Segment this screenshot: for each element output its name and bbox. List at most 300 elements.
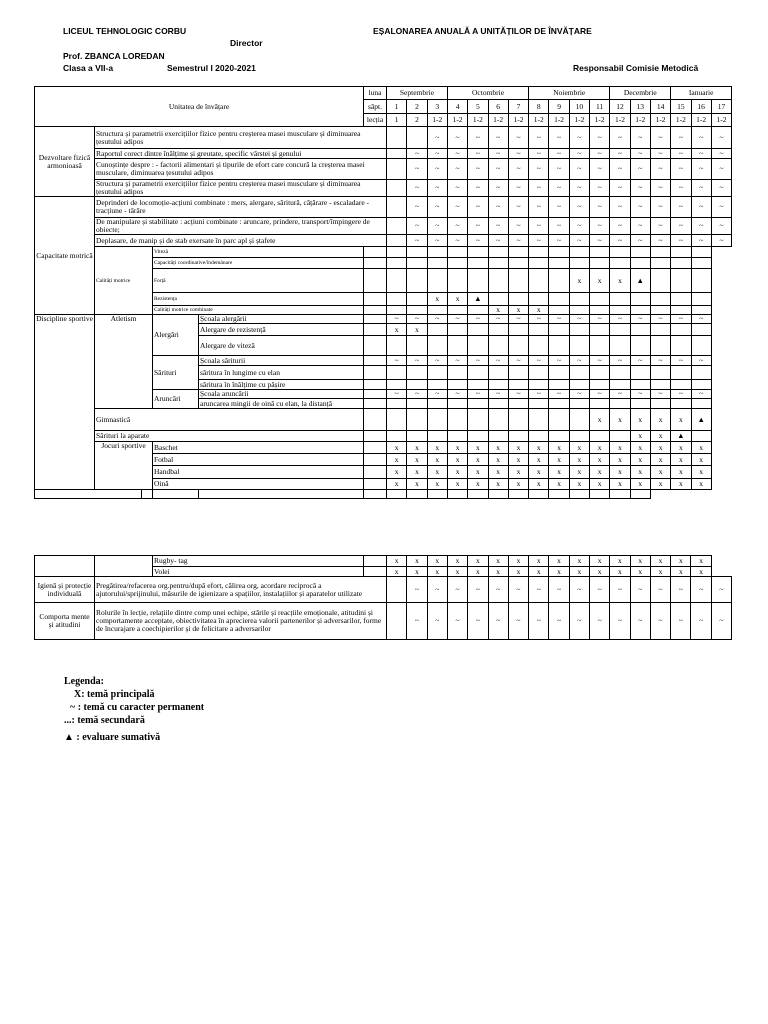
week-number: 14 bbox=[650, 100, 670, 114]
week-cell bbox=[691, 336, 711, 356]
week-cell: ~ bbox=[508, 356, 528, 366]
week-cell: ~ bbox=[671, 149, 691, 159]
month-header: Decembrie bbox=[610, 87, 671, 100]
week-cell: x bbox=[427, 466, 447, 479]
week-cell: x bbox=[407, 556, 427, 567]
week-cell bbox=[508, 380, 528, 390]
week-cell: x bbox=[407, 479, 427, 490]
table-row bbox=[35, 218, 732, 235]
week-cell: ~ bbox=[447, 180, 467, 197]
week-cell: ~ bbox=[610, 356, 630, 366]
week-number: 5 bbox=[468, 100, 488, 114]
unit-label: Școala aruncării bbox=[199, 390, 364, 399]
week-cell bbox=[691, 380, 711, 390]
week-cell bbox=[508, 336, 528, 356]
week-label: săpt. bbox=[364, 100, 387, 114]
month-header: Septembrie bbox=[387, 87, 448, 100]
week-cell bbox=[508, 490, 528, 499]
week-cell: ~ bbox=[671, 315, 691, 324]
week-number: 16 bbox=[691, 100, 711, 114]
week-cell: ~ bbox=[610, 390, 630, 399]
week-cell: x bbox=[590, 479, 610, 490]
week-cell: ~ bbox=[650, 356, 670, 366]
week-cell bbox=[569, 431, 589, 442]
week-cell bbox=[590, 380, 610, 390]
week-cell: ~ bbox=[711, 127, 731, 149]
week-cell: x bbox=[650, 556, 670, 567]
week-cell: x bbox=[468, 479, 488, 490]
week-cell bbox=[569, 490, 589, 499]
week-cell bbox=[529, 409, 549, 431]
week-cell: ~ bbox=[447, 218, 467, 235]
week-cell bbox=[630, 336, 650, 356]
table-row bbox=[35, 577, 732, 603]
week-cell bbox=[590, 258, 610, 269]
month-header: Octombrie bbox=[447, 87, 528, 100]
week-cell bbox=[650, 269, 670, 293]
week-cell: ~ bbox=[711, 180, 731, 197]
week-cell: ~ bbox=[549, 197, 569, 218]
week-cell bbox=[364, 567, 387, 577]
week-cell bbox=[691, 269, 711, 293]
week-cell bbox=[407, 306, 427, 315]
week-cell: x bbox=[671, 454, 691, 466]
week-cell bbox=[427, 380, 447, 390]
week-cell: x bbox=[488, 479, 508, 490]
week-cell: x bbox=[590, 409, 610, 431]
week-cell bbox=[488, 336, 508, 356]
week-cell: ~ bbox=[488, 356, 508, 366]
week-cell: x bbox=[610, 556, 630, 567]
week-cell: ~ bbox=[468, 159, 488, 180]
week-cell: x bbox=[549, 454, 569, 466]
table-row bbox=[35, 180, 732, 197]
week-cell bbox=[569, 399, 589, 409]
week-cell bbox=[671, 258, 691, 269]
week-cell: x bbox=[488, 454, 508, 466]
week-cell: x bbox=[590, 442, 610, 454]
week-cell: x bbox=[529, 556, 549, 567]
week-number: 8 bbox=[529, 100, 549, 114]
week-cell bbox=[650, 324, 670, 336]
week-cell: x bbox=[650, 442, 670, 454]
week-cell bbox=[488, 380, 508, 390]
week-cell bbox=[364, 380, 387, 390]
week-cell bbox=[630, 366, 650, 380]
week-cell: ~ bbox=[407, 390, 427, 399]
week-cell: x bbox=[569, 466, 589, 479]
lesson-number: 1-2 bbox=[447, 114, 467, 127]
table-row bbox=[35, 315, 732, 324]
week-cell: ~ bbox=[630, 390, 650, 399]
class-label: Clasa a VII-a bbox=[63, 63, 114, 73]
lesson-number: 1-2 bbox=[529, 114, 549, 127]
week-cell bbox=[508, 324, 528, 336]
week-cell bbox=[488, 258, 508, 269]
week-cell: ~ bbox=[468, 390, 488, 399]
week-cell: ~ bbox=[650, 577, 670, 603]
unit-label: Raportul corect dintre înălțime și greutate, specific vârstei și genului bbox=[95, 149, 387, 159]
unit-label: Handbal bbox=[153, 466, 364, 479]
week-cell bbox=[447, 366, 467, 380]
week-cell bbox=[691, 366, 711, 380]
unit-label: Școala alergării bbox=[199, 315, 364, 324]
week-cell: x bbox=[447, 466, 467, 479]
week-cell bbox=[387, 409, 407, 431]
week-cell: ~ bbox=[590, 197, 610, 218]
week-cell: ~ bbox=[488, 159, 508, 180]
week-cell bbox=[364, 324, 387, 336]
unit-label: Rezistența bbox=[153, 293, 364, 306]
week-cell bbox=[364, 409, 387, 431]
week-cell: ▲ bbox=[691, 409, 711, 431]
week-cell: x bbox=[610, 567, 630, 577]
week-cell: x bbox=[387, 324, 407, 336]
week-cell bbox=[427, 366, 447, 380]
week-cell: ~ bbox=[447, 235, 467, 247]
week-cell bbox=[529, 380, 549, 390]
unit-label: Structura și parametrii exercițiilor fizice pentru creșterea masei musculare și diminuarea țesutului adipos bbox=[95, 180, 387, 197]
week-cell: ~ bbox=[529, 603, 549, 640]
week-cell bbox=[691, 306, 711, 315]
week-cell bbox=[364, 431, 387, 442]
unit-header: Unitatea de învățare bbox=[35, 87, 364, 127]
week-cell: ~ bbox=[691, 356, 711, 366]
week-cell bbox=[569, 293, 589, 306]
week-cell: ~ bbox=[630, 180, 650, 197]
week-cell bbox=[387, 218, 407, 235]
week-cell: x bbox=[630, 466, 650, 479]
week-cell bbox=[364, 336, 387, 356]
week-cell bbox=[447, 380, 467, 390]
week-cell bbox=[447, 324, 467, 336]
week-cell: x bbox=[630, 431, 650, 442]
week-cell bbox=[671, 399, 691, 409]
week-number: 7 bbox=[508, 100, 528, 114]
week-cell: ~ bbox=[488, 197, 508, 218]
week-cell: ~ bbox=[427, 218, 447, 235]
week-cell: ~ bbox=[590, 159, 610, 180]
lesson-number: 1-2 bbox=[711, 114, 731, 127]
week-cell: ~ bbox=[549, 127, 569, 149]
table-row bbox=[35, 149, 732, 159]
week-cell: ~ bbox=[610, 603, 630, 640]
jocuri-label: Jocuri sportive bbox=[95, 442, 153, 490]
week-cell: ~ bbox=[671, 390, 691, 399]
week-cell: x bbox=[427, 442, 447, 454]
week-cell bbox=[529, 490, 549, 499]
week-cell bbox=[529, 324, 549, 336]
week-cell: ~ bbox=[508, 197, 528, 218]
week-cell bbox=[590, 324, 610, 336]
week-cell bbox=[650, 380, 670, 390]
unit-label: Baschet bbox=[153, 442, 364, 454]
week-cell: ~ bbox=[650, 218, 670, 235]
table-row bbox=[35, 247, 732, 258]
week-cell: x bbox=[650, 567, 670, 577]
week-cell bbox=[569, 306, 589, 315]
week-cell: ~ bbox=[610, 315, 630, 324]
week-cell: x bbox=[488, 556, 508, 567]
week-cell bbox=[549, 431, 569, 442]
week-cell: ~ bbox=[447, 315, 467, 324]
week-cell bbox=[508, 247, 528, 258]
week-cell: x bbox=[630, 454, 650, 466]
week-cell: x bbox=[549, 466, 569, 479]
week-cell bbox=[549, 324, 569, 336]
month-header: Ianuarie bbox=[671, 87, 732, 100]
week-cell bbox=[650, 336, 670, 356]
week-cell: ~ bbox=[468, 577, 488, 603]
week-cell bbox=[529, 269, 549, 293]
week-cell: ~ bbox=[508, 149, 528, 159]
week-cell bbox=[610, 258, 630, 269]
week-cell bbox=[364, 258, 387, 269]
week-cell bbox=[569, 247, 589, 258]
week-cell bbox=[447, 269, 467, 293]
week-cell: ~ bbox=[468, 218, 488, 235]
week-cell: ~ bbox=[610, 149, 630, 159]
week-cell bbox=[468, 399, 488, 409]
week-cell: ~ bbox=[569, 149, 589, 159]
week-cell bbox=[407, 409, 427, 431]
week-cell bbox=[488, 431, 508, 442]
week-cell bbox=[387, 366, 407, 380]
week-cell: ~ bbox=[711, 197, 731, 218]
week-cell bbox=[427, 269, 447, 293]
week-cell: ~ bbox=[630, 577, 650, 603]
week-cell bbox=[529, 258, 549, 269]
week-cell: x bbox=[650, 454, 670, 466]
week-cell bbox=[427, 336, 447, 356]
week-cell: ~ bbox=[468, 149, 488, 159]
week-cell: ~ bbox=[589, 577, 609, 603]
lesson-number: 1-2 bbox=[468, 114, 488, 127]
week-cell: x bbox=[610, 409, 630, 431]
week-cell: x bbox=[508, 306, 528, 315]
week-cell: ~ bbox=[671, 127, 691, 149]
week-cell: ~ bbox=[407, 356, 427, 366]
lesson-number: 1-2 bbox=[671, 114, 691, 127]
week-number: 9 bbox=[549, 100, 569, 114]
week-cell bbox=[364, 247, 387, 258]
week-cell bbox=[508, 431, 528, 442]
week-cell: ~ bbox=[447, 577, 467, 603]
week-cell: x bbox=[691, 442, 711, 454]
unit-label: Alergare de rezistență bbox=[199, 324, 364, 336]
week-cell: x bbox=[447, 442, 467, 454]
week-cell: ~ bbox=[447, 603, 467, 640]
week-cell: ~ bbox=[468, 235, 488, 247]
week-cell: x bbox=[508, 466, 528, 479]
week-cell bbox=[590, 399, 610, 409]
week-cell bbox=[630, 258, 650, 269]
week-cell: ~ bbox=[529, 127, 549, 149]
legend-secondary-theme: ...: temă secundară bbox=[64, 715, 145, 726]
week-cell: ~ bbox=[650, 127, 670, 149]
school-name: LICEUL TEHNOLOGIC CORBU bbox=[63, 26, 187, 36]
week-cell bbox=[427, 247, 447, 258]
week-cell bbox=[508, 293, 528, 306]
week-cell: ~ bbox=[529, 159, 549, 180]
week-cell: ~ bbox=[590, 180, 610, 197]
week-cell: ~ bbox=[569, 159, 589, 180]
table-row bbox=[35, 235, 732, 247]
week-cell: ~ bbox=[529, 577, 549, 603]
week-cell bbox=[610, 306, 630, 315]
week-number: 3 bbox=[427, 100, 447, 114]
week-cell bbox=[508, 399, 528, 409]
week-cell: ~ bbox=[691, 127, 711, 149]
week-cell bbox=[590, 306, 610, 315]
week-cell bbox=[468, 380, 488, 390]
week-cell: ~ bbox=[529, 180, 549, 197]
week-cell: ~ bbox=[488, 603, 508, 640]
week-cell: ~ bbox=[407, 577, 427, 603]
week-cell bbox=[364, 466, 387, 479]
week-cell: x bbox=[549, 479, 569, 490]
week-cell: x bbox=[589, 556, 609, 567]
week-cell: x bbox=[691, 479, 711, 490]
week-cell: ~ bbox=[671, 356, 691, 366]
teacher-name: Prof. ZBANCA LOREDAN bbox=[63, 51, 165, 61]
week-cell: ~ bbox=[711, 577, 731, 603]
week-cell: ~ bbox=[569, 577, 589, 603]
week-cell bbox=[427, 490, 447, 499]
lesson-number: 1 bbox=[387, 114, 407, 127]
week-cell: x bbox=[387, 442, 407, 454]
week-cell: x bbox=[407, 324, 427, 336]
week-cell bbox=[447, 306, 467, 315]
week-cell bbox=[387, 399, 407, 409]
week-cell bbox=[488, 269, 508, 293]
week-cell: ~ bbox=[468, 315, 488, 324]
week-cell bbox=[364, 490, 387, 499]
week-cell: ~ bbox=[407, 603, 427, 640]
week-cell: ~ bbox=[610, 180, 630, 197]
table-row bbox=[35, 556, 732, 567]
week-cell: x bbox=[387, 454, 407, 466]
week-cell bbox=[590, 366, 610, 380]
week-number: 11 bbox=[590, 100, 610, 114]
week-cell: ~ bbox=[447, 127, 467, 149]
week-cell: x bbox=[589, 567, 609, 577]
week-cell: ~ bbox=[590, 356, 610, 366]
week-cell: ~ bbox=[427, 127, 447, 149]
unit-label: Calități motrice combinate bbox=[153, 306, 364, 315]
week-cell: ~ bbox=[529, 315, 549, 324]
week-cell bbox=[650, 306, 670, 315]
week-cell: x bbox=[447, 293, 467, 306]
week-cell bbox=[387, 127, 407, 149]
week-cell bbox=[407, 127, 427, 149]
lesson-number: 1-2 bbox=[508, 114, 528, 127]
week-cell bbox=[508, 258, 528, 269]
week-cell: ~ bbox=[407, 315, 427, 324]
week-cell: ~ bbox=[529, 149, 549, 159]
week-cell: ~ bbox=[447, 197, 467, 218]
week-cell: ~ bbox=[610, 235, 630, 247]
week-cell: ~ bbox=[387, 315, 407, 324]
week-cell: ~ bbox=[549, 603, 569, 640]
week-cell bbox=[364, 306, 387, 315]
week-cell: x bbox=[590, 466, 610, 479]
week-cell bbox=[691, 431, 711, 442]
week-cell bbox=[691, 258, 711, 269]
week-cell: x bbox=[387, 479, 407, 490]
week-cell bbox=[407, 380, 427, 390]
week-cell: ~ bbox=[407, 218, 427, 235]
week-cell: ~ bbox=[569, 197, 589, 218]
week-cell: ~ bbox=[630, 149, 650, 159]
unit-label: Școala săriturii bbox=[199, 356, 364, 366]
week-cell: ~ bbox=[569, 390, 589, 399]
week-cell bbox=[590, 431, 610, 442]
week-cell: ~ bbox=[610, 127, 630, 149]
week-cell bbox=[691, 399, 711, 409]
week-cell bbox=[427, 409, 447, 431]
week-cell bbox=[549, 490, 569, 499]
week-cell bbox=[569, 324, 589, 336]
week-cell: ~ bbox=[671, 159, 691, 180]
week-cell: ~ bbox=[407, 235, 427, 247]
week-cell: x bbox=[468, 466, 488, 479]
unit-label: Oină bbox=[153, 479, 364, 490]
week-cell bbox=[590, 247, 610, 258]
week-cell: ~ bbox=[650, 197, 670, 218]
week-cell bbox=[569, 409, 589, 431]
week-cell bbox=[142, 490, 153, 499]
week-cell bbox=[549, 306, 569, 315]
week-cell: ~ bbox=[447, 356, 467, 366]
week-cell bbox=[610, 399, 630, 409]
week-cell bbox=[447, 258, 467, 269]
week-cell: ~ bbox=[427, 180, 447, 197]
week-cell: x bbox=[549, 556, 569, 567]
week-cell bbox=[387, 269, 407, 293]
week-cell bbox=[610, 431, 630, 442]
week-cell bbox=[671, 293, 691, 306]
week-cell: ~ bbox=[407, 197, 427, 218]
week-cell: ~ bbox=[711, 149, 731, 159]
week-cell bbox=[364, 442, 387, 454]
week-cell bbox=[447, 490, 467, 499]
week-cell bbox=[387, 235, 407, 247]
lesson-number: 2 bbox=[407, 114, 427, 127]
week-cell: x bbox=[569, 454, 589, 466]
week-cell: x bbox=[610, 466, 630, 479]
week-cell: ~ bbox=[407, 159, 427, 180]
week-cell: ~ bbox=[468, 127, 488, 149]
week-cell: x bbox=[529, 466, 549, 479]
week-cell: ~ bbox=[590, 390, 610, 399]
week-cell: x bbox=[427, 567, 447, 577]
lesson-label: lecția bbox=[364, 114, 387, 127]
week-cell: x bbox=[650, 466, 670, 479]
director-label: Director bbox=[230, 38, 263, 48]
week-cell bbox=[610, 293, 630, 306]
week-cell: ~ bbox=[691, 577, 711, 603]
week-cell: ▲ bbox=[468, 293, 488, 306]
week-cell bbox=[529, 366, 549, 380]
week-cell: ~ bbox=[711, 235, 731, 247]
week-cell bbox=[650, 258, 670, 269]
month-label: luna bbox=[364, 87, 387, 100]
week-cell bbox=[691, 324, 711, 336]
week-cell bbox=[508, 366, 528, 380]
week-cell: ~ bbox=[529, 356, 549, 366]
week-number: 10 bbox=[569, 100, 589, 114]
